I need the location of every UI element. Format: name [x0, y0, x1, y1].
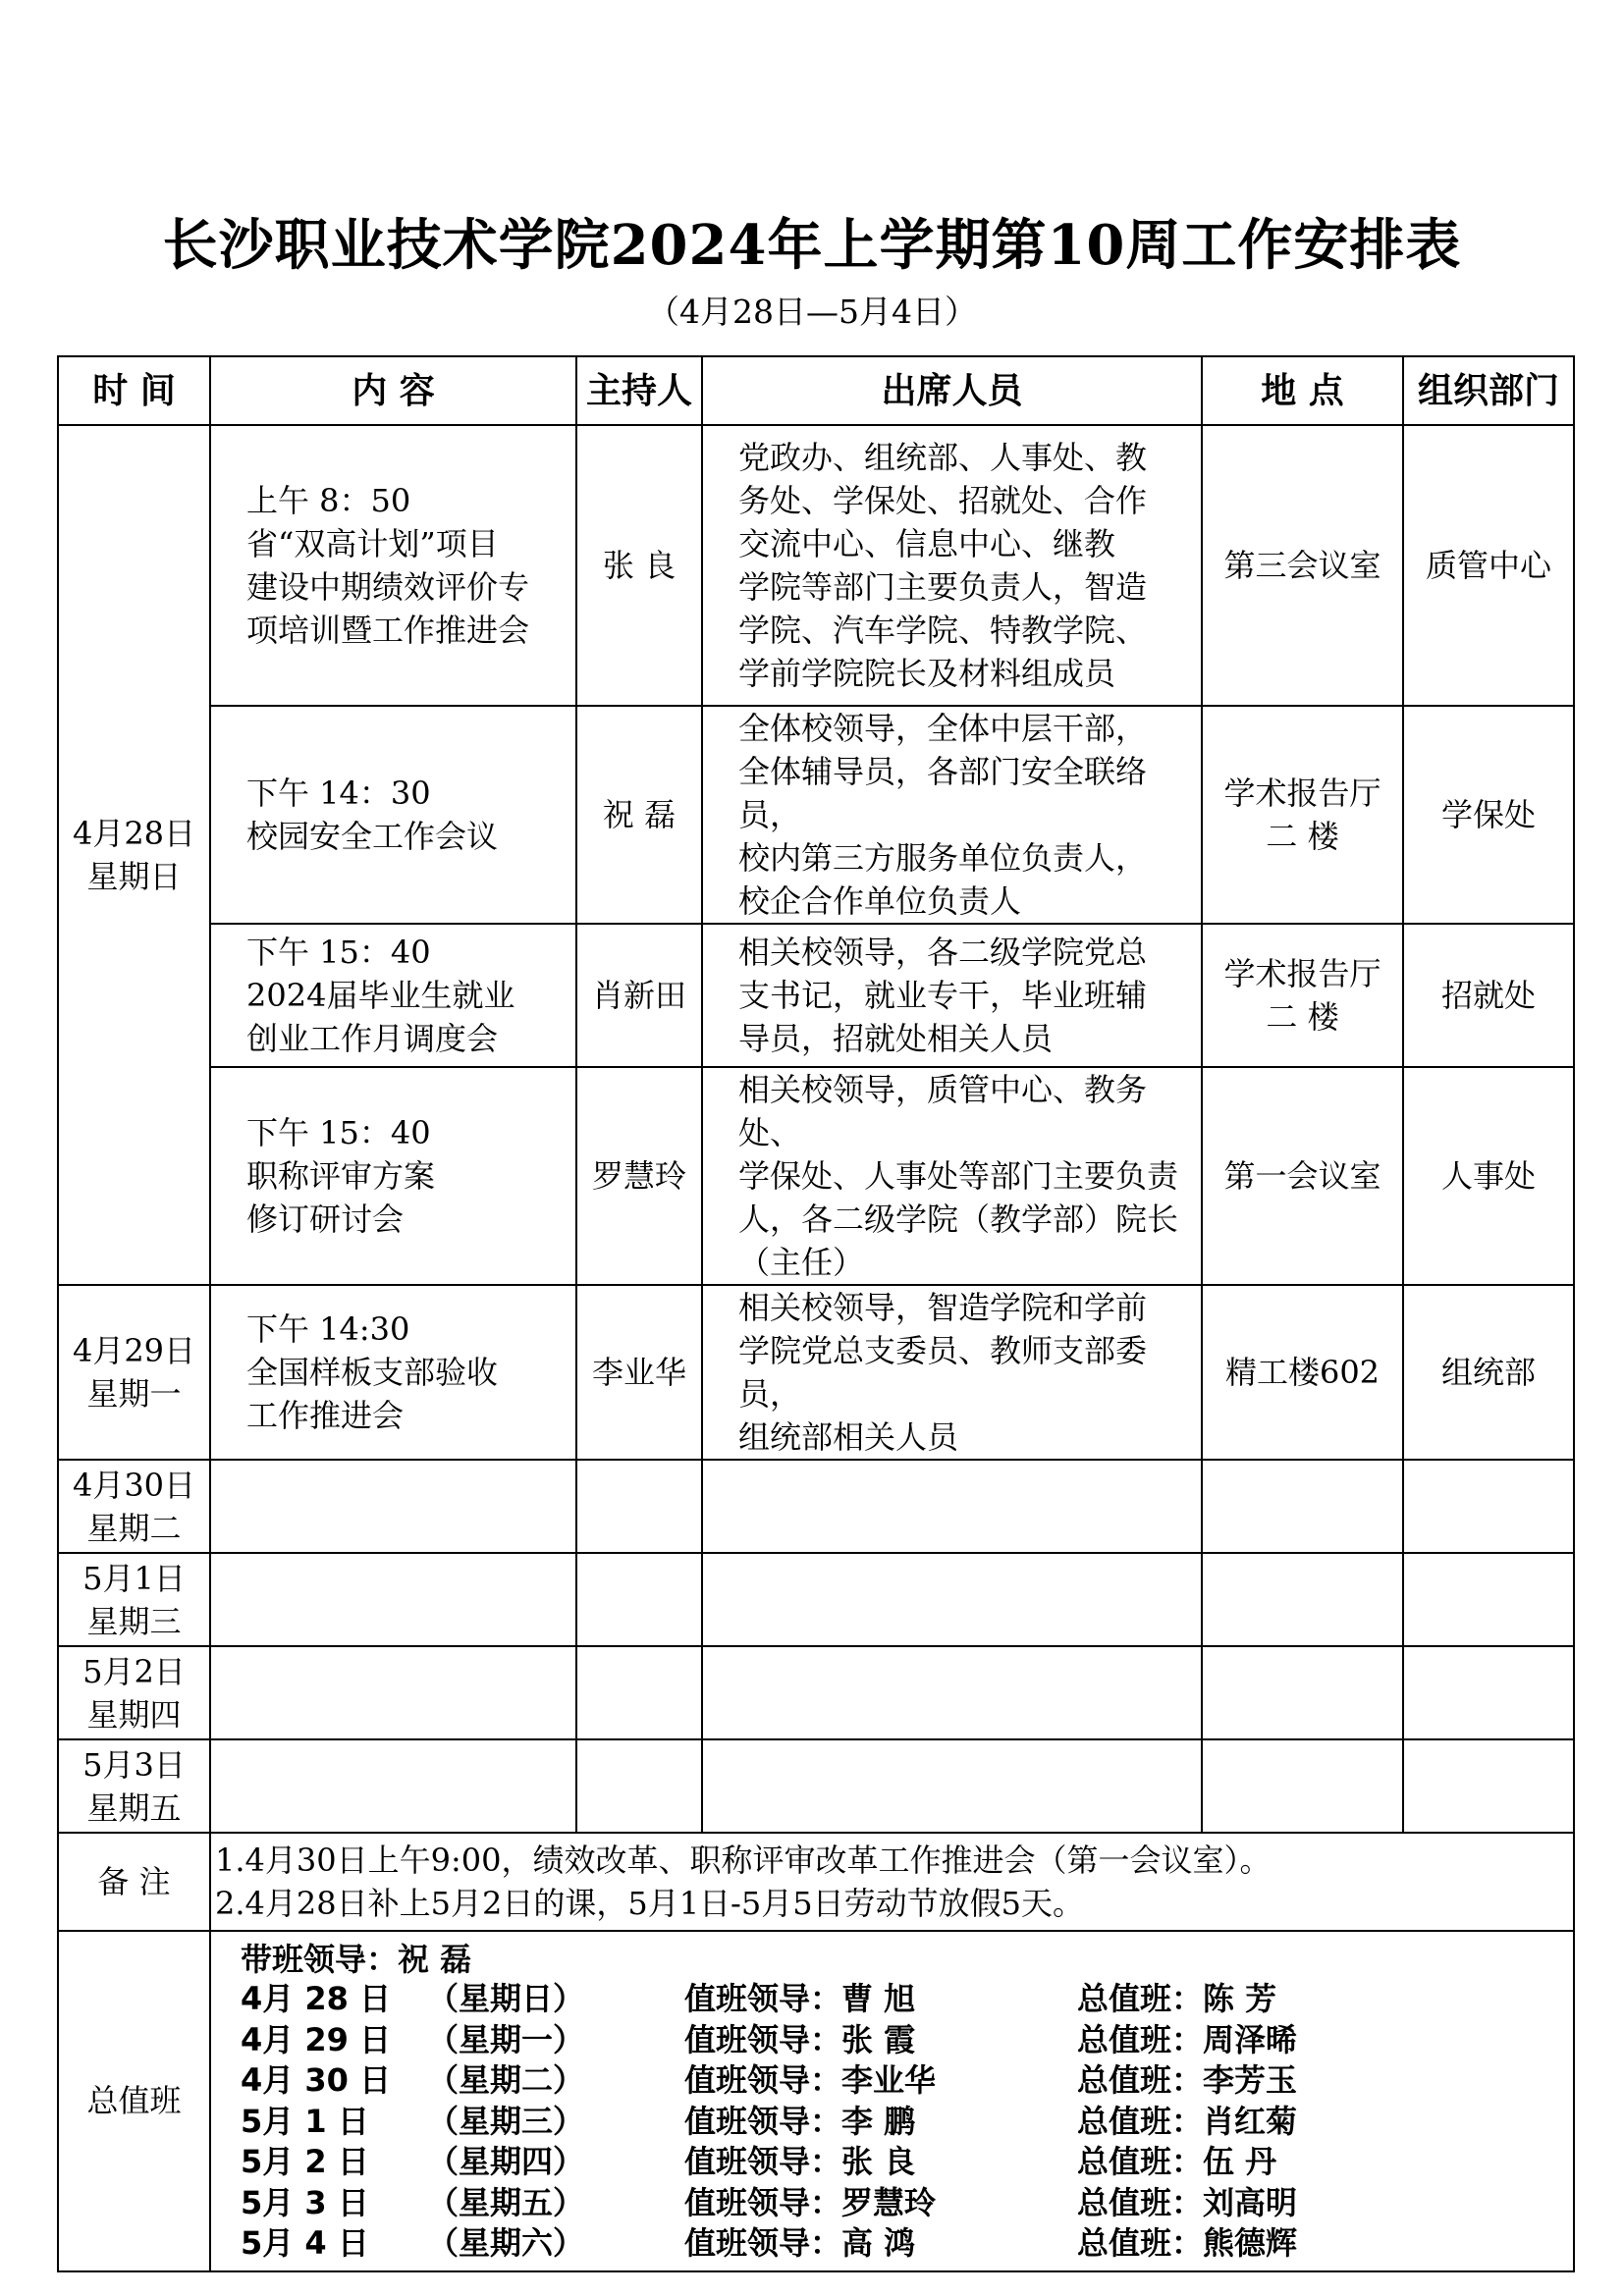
empty-cell [1202, 1553, 1403, 1646]
attendee-line: 相关校领导，各二级学院党总 [738, 934, 1148, 971]
empty-cell [1403, 1460, 1574, 1553]
attendee-line: 校企合作单位负责人 [738, 882, 1022, 920]
date-range-subtitle: （4月28日—5月4日） [647, 293, 977, 331]
duty-chief: 熊德辉 [1203, 2224, 1298, 2262]
location-line: 学术报告厅 [1223, 955, 1381, 992]
event-location [1202, 425, 1403, 706]
table-row [58, 924, 1574, 1067]
duty-entry [241, 2060, 1573, 2102]
event-location [1202, 924, 1403, 1067]
duty-leader-label: 值班领导： [684, 2020, 842, 2058]
duty-label: 总值班 [58, 1931, 210, 2271]
duty-lead [241, 1940, 1573, 1979]
duty-chief: 肖红菊 [1203, 2102, 1298, 2140]
notes-content [210, 1833, 1574, 1931]
event-content [210, 425, 576, 706]
duty-chief-label: 总值班： [1077, 2143, 1204, 2180]
attendee-line: 学院、汽车学院、特教学院、 [738, 612, 1148, 649]
empty-cell [576, 1646, 702, 1739]
header-content: 内 容 [210, 356, 576, 425]
notes-row [58, 1833, 1574, 1931]
event-time: 下午 14：30 [246, 774, 431, 812]
event-title-line: 工作推进会 [246, 1397, 405, 1434]
schedule-table [57, 355, 1575, 2272]
duty-leader-label: 值班领导： [684, 2143, 842, 2180]
empty-cell [210, 1460, 576, 1553]
duty-leader: 曹 旭 [841, 1980, 916, 2017]
event-time: 下午 14:30 [246, 1310, 410, 1348]
table-row [58, 1285, 1574, 1460]
empty-cell [1202, 1739, 1403, 1833]
date-text: 4月28日 [72, 815, 196, 852]
duty-leader-label: 值班领导： [684, 2224, 842, 2262]
date-cell [58, 1646, 210, 1739]
location-line: 二 楼 [1266, 998, 1339, 1036]
attendee-line: 党政办、组统部、人事处、教 [738, 439, 1148, 476]
duty-entry [241, 2183, 1573, 2224]
weekday-text: 星期五 [86, 1789, 182, 1827]
location-line: 学术报告厅 [1223, 774, 1381, 812]
attendee-line: 支书记，就业专干，毕业班辅 [738, 977, 1148, 1014]
location-line: 第三会议室 [1223, 547, 1381, 584]
duty-entry [241, 1979, 1573, 2020]
duty-chief-label: 总值班： [1077, 2102, 1204, 2140]
event-location [1202, 1067, 1403, 1285]
weekday-text: 星期四 [86, 1695, 182, 1734]
duty-leader: 李 鹏 [841, 2102, 916, 2140]
location-line: 第一会议室 [1223, 1157, 1381, 1195]
event-content [210, 1067, 576, 1285]
date-cell [58, 1553, 210, 1646]
attendee-line: （主任） [738, 1244, 865, 1281]
empty-cell [1202, 1646, 1403, 1739]
table-row [58, 1460, 1574, 1553]
event-location [1202, 1285, 1403, 1460]
duty-leader: 高 鸿 [841, 2224, 916, 2262]
duty-leader-label: 值班领导： [684, 2183, 842, 2221]
event-title-line: 职称评审方案 [246, 1157, 436, 1195]
duty-weekday: （星期四） [427, 2143, 585, 2180]
duty-weekday: （星期六） [427, 2224, 585, 2262]
event-title-line: 校园安全工作会议 [246, 818, 499, 855]
empty-cell [1202, 1460, 1403, 1553]
location-line: 二 楼 [1266, 818, 1339, 855]
duty-leader-label: 值班领导： [684, 2061, 842, 2099]
event-organizer: 人事处 [1403, 1067, 1574, 1285]
empty-cell [210, 1739, 576, 1833]
header-attendees: 出席人员 [702, 356, 1202, 425]
duty-entry [241, 2142, 1573, 2183]
attendee-line: 学前学院院长及材料组成员 [738, 655, 1116, 692]
event-attendees [702, 1067, 1202, 1285]
header-row [58, 356, 1574, 425]
date-text: 4月29日 [72, 1332, 196, 1369]
event-location [1202, 706, 1403, 924]
empty-cell [1403, 1739, 1574, 1833]
empty-cell [576, 1739, 702, 1833]
attendee-line: 全体辅导员，各部门安全联络员， [738, 753, 1148, 833]
event-time: 下午 15：40 [246, 1114, 431, 1151]
attendee-line: 相关校领导，智造学院和学前 [738, 1289, 1148, 1326]
duty-weekday: （星期日） [427, 1980, 585, 2017]
duty-date: 4月 28 日 [241, 1980, 392, 2017]
event-title-line: 全国样板支部验收 [246, 1354, 499, 1391]
duty-weekday: （星期二） [427, 2061, 585, 2099]
weekday-text: 星期一 [86, 1375, 182, 1413]
header-organizer: 组织部门 [1403, 356, 1574, 425]
event-attendees [702, 425, 1202, 706]
date-cell [58, 1460, 210, 1553]
duty-chief: 伍 丹 [1203, 2143, 1277, 2180]
duty-date: 4月 30 日 [241, 2061, 392, 2099]
duty-chief: 刘高明 [1203, 2183, 1298, 2221]
event-host: 李业华 [576, 1285, 702, 1460]
event-host: 肖新田 [576, 924, 702, 1067]
event-attendees [702, 706, 1202, 924]
duty-chief-label: 总值班： [1077, 1980, 1204, 2017]
location-line: 精工楼602 [1224, 1354, 1380, 1391]
duty-weekday: （星期三） [427, 2102, 585, 2140]
header-host: 主持人 [576, 356, 702, 425]
duty-date: 5月 2 日 [241, 2143, 369, 2180]
attendee-line: 全体校领导，全体中层干部， [738, 710, 1148, 747]
duty-leader: 罗慧玲 [841, 2183, 937, 2221]
event-organizer: 学保处 [1403, 706, 1574, 924]
duty-date: 5月 3 日 [241, 2183, 369, 2221]
empty-cell [702, 1553, 1202, 1646]
duty-entry [241, 2020, 1573, 2061]
header-location: 地 点 [1202, 356, 1403, 425]
empty-cell [702, 1460, 1202, 1553]
weekday-text: 星期三 [86, 1602, 182, 1640]
duty-row [58, 1931, 1574, 2271]
event-organizer: 招就处 [1403, 924, 1574, 1067]
attendee-line: 务处、学保处、招就处、合作 [738, 482, 1148, 519]
event-title-line: 创业工作月调度会 [246, 1020, 499, 1057]
duty-lead-label: 带班领导： [241, 1941, 399, 1978]
table-row [58, 1553, 1574, 1646]
weekday-text: 星期日 [86, 858, 182, 895]
duty-leader: 李业华 [841, 2061, 937, 2099]
attendee-line: 学院党总支委员、教师支部委员， [738, 1332, 1148, 1413]
event-title-line: 建设中期绩效评价专 [246, 568, 530, 606]
attendee-line: 交流中心、信息中心、继教 [738, 525, 1116, 562]
duty-entry [241, 2223, 1573, 2265]
event-title-line: 省“双高计划”项目 [246, 525, 499, 562]
note-item: 2.4月28日补上5月2日的课，5月1日-5月5日劳动节放假5天。 [215, 1885, 1084, 1922]
event-organizer: 组统部 [1403, 1285, 1574, 1460]
empty-cell [576, 1460, 702, 1553]
table-row [58, 1067, 1574, 1285]
duty-chief-label: 总值班： [1077, 2020, 1204, 2058]
event-title-line: 2024届毕业生就业 [246, 977, 515, 1014]
empty-cell [210, 1646, 576, 1739]
event-content [210, 706, 576, 924]
attendee-line: 人，各二级学院（教学部）院长 [738, 1201, 1179, 1238]
table-row [58, 425, 1574, 706]
date-text: 5月3日 [82, 1745, 186, 1784]
empty-cell [1403, 1553, 1574, 1646]
attendee-line: 校内第三方服务单位负责人， [738, 839, 1148, 877]
header-time: 时 间 [58, 356, 210, 425]
empty-cell [210, 1553, 576, 1646]
empty-cell [1403, 1646, 1574, 1739]
duty-weekday: （星期五） [427, 2183, 585, 2221]
event-host: 罗慧玲 [576, 1067, 702, 1285]
event-attendees [702, 1285, 1202, 1460]
notes-label: 备 注 [58, 1833, 210, 1931]
table-row [58, 1646, 1574, 1739]
date-cell [58, 1285, 210, 1460]
date-text: 4月30日 [72, 1466, 196, 1504]
duty-leader: 张 良 [841, 2143, 916, 2180]
duty-chief-label: 总值班： [1077, 2183, 1204, 2221]
event-title-line: 项培训暨工作推进会 [246, 612, 530, 649]
duty-date: 4月 29 日 [241, 2020, 392, 2058]
attendee-line: 相关校领导，质管中心、教务处、 [738, 1071, 1148, 1151]
duty-chief-label: 总值班： [1077, 2061, 1204, 2099]
table-row [58, 706, 1574, 924]
empty-cell [576, 1553, 702, 1646]
table-row [58, 1739, 1574, 1833]
date-cell [58, 1739, 210, 1833]
page-title: 长沙职业技术学院2024年上学期第10周工作安排表 [162, 213, 1462, 278]
duty-leader-label: 值班领导： [684, 1980, 842, 2017]
event-time: 上午 8：50 [246, 482, 411, 519]
duty-lead-name: 祝 磊 [398, 1941, 472, 1978]
event-host: 张 良 [576, 425, 702, 706]
date-text: 5月1日 [82, 1559, 186, 1597]
event-host: 祝 磊 [576, 706, 702, 924]
duty-leader: 张 霞 [841, 2020, 916, 2058]
note-item: 1.4月30日上午9:00，绩效改革、职称评审改革工作推进会（第一会议室）。 [215, 1842, 1272, 1879]
duty-weekday: （星期一） [427, 2020, 585, 2058]
attendee-line: 学保处、人事处等部门主要负责 [738, 1157, 1179, 1195]
event-content [210, 1285, 576, 1460]
attendee-line: 组统部相关人员 [738, 1418, 959, 1456]
empty-cell [702, 1739, 1202, 1833]
duty-roster [210, 1931, 1574, 2271]
date-text: 5月2日 [82, 1652, 186, 1690]
event-title-line: 修订研讨会 [246, 1201, 405, 1238]
weekday-text: 星期二 [86, 1509, 182, 1547]
attendee-line: 学院等部门主要负责人，智造 [738, 568, 1148, 606]
duty-date: 5月 1 日 [241, 2102, 369, 2140]
duty-leader-label: 值班领导： [684, 2102, 842, 2140]
duty-chief: 李芳玉 [1203, 2061, 1298, 2099]
event-content [210, 924, 576, 1067]
duty-date: 5月 4 日 [241, 2224, 369, 2262]
duty-chief: 周泽晞 [1203, 2020, 1298, 2058]
event-time: 下午 15：40 [246, 934, 431, 971]
date-cell [58, 425, 210, 1285]
empty-cell [702, 1646, 1202, 1739]
duty-chief: 陈 芳 [1203, 1980, 1277, 2017]
duty-entry [241, 2102, 1573, 2143]
duty-chief-label: 总值班： [1077, 2224, 1204, 2262]
event-organizer: 质管中心 [1403, 425, 1574, 706]
event-attendees [702, 924, 1202, 1067]
attendee-line: 导员，招就处相关人员 [738, 1020, 1054, 1057]
